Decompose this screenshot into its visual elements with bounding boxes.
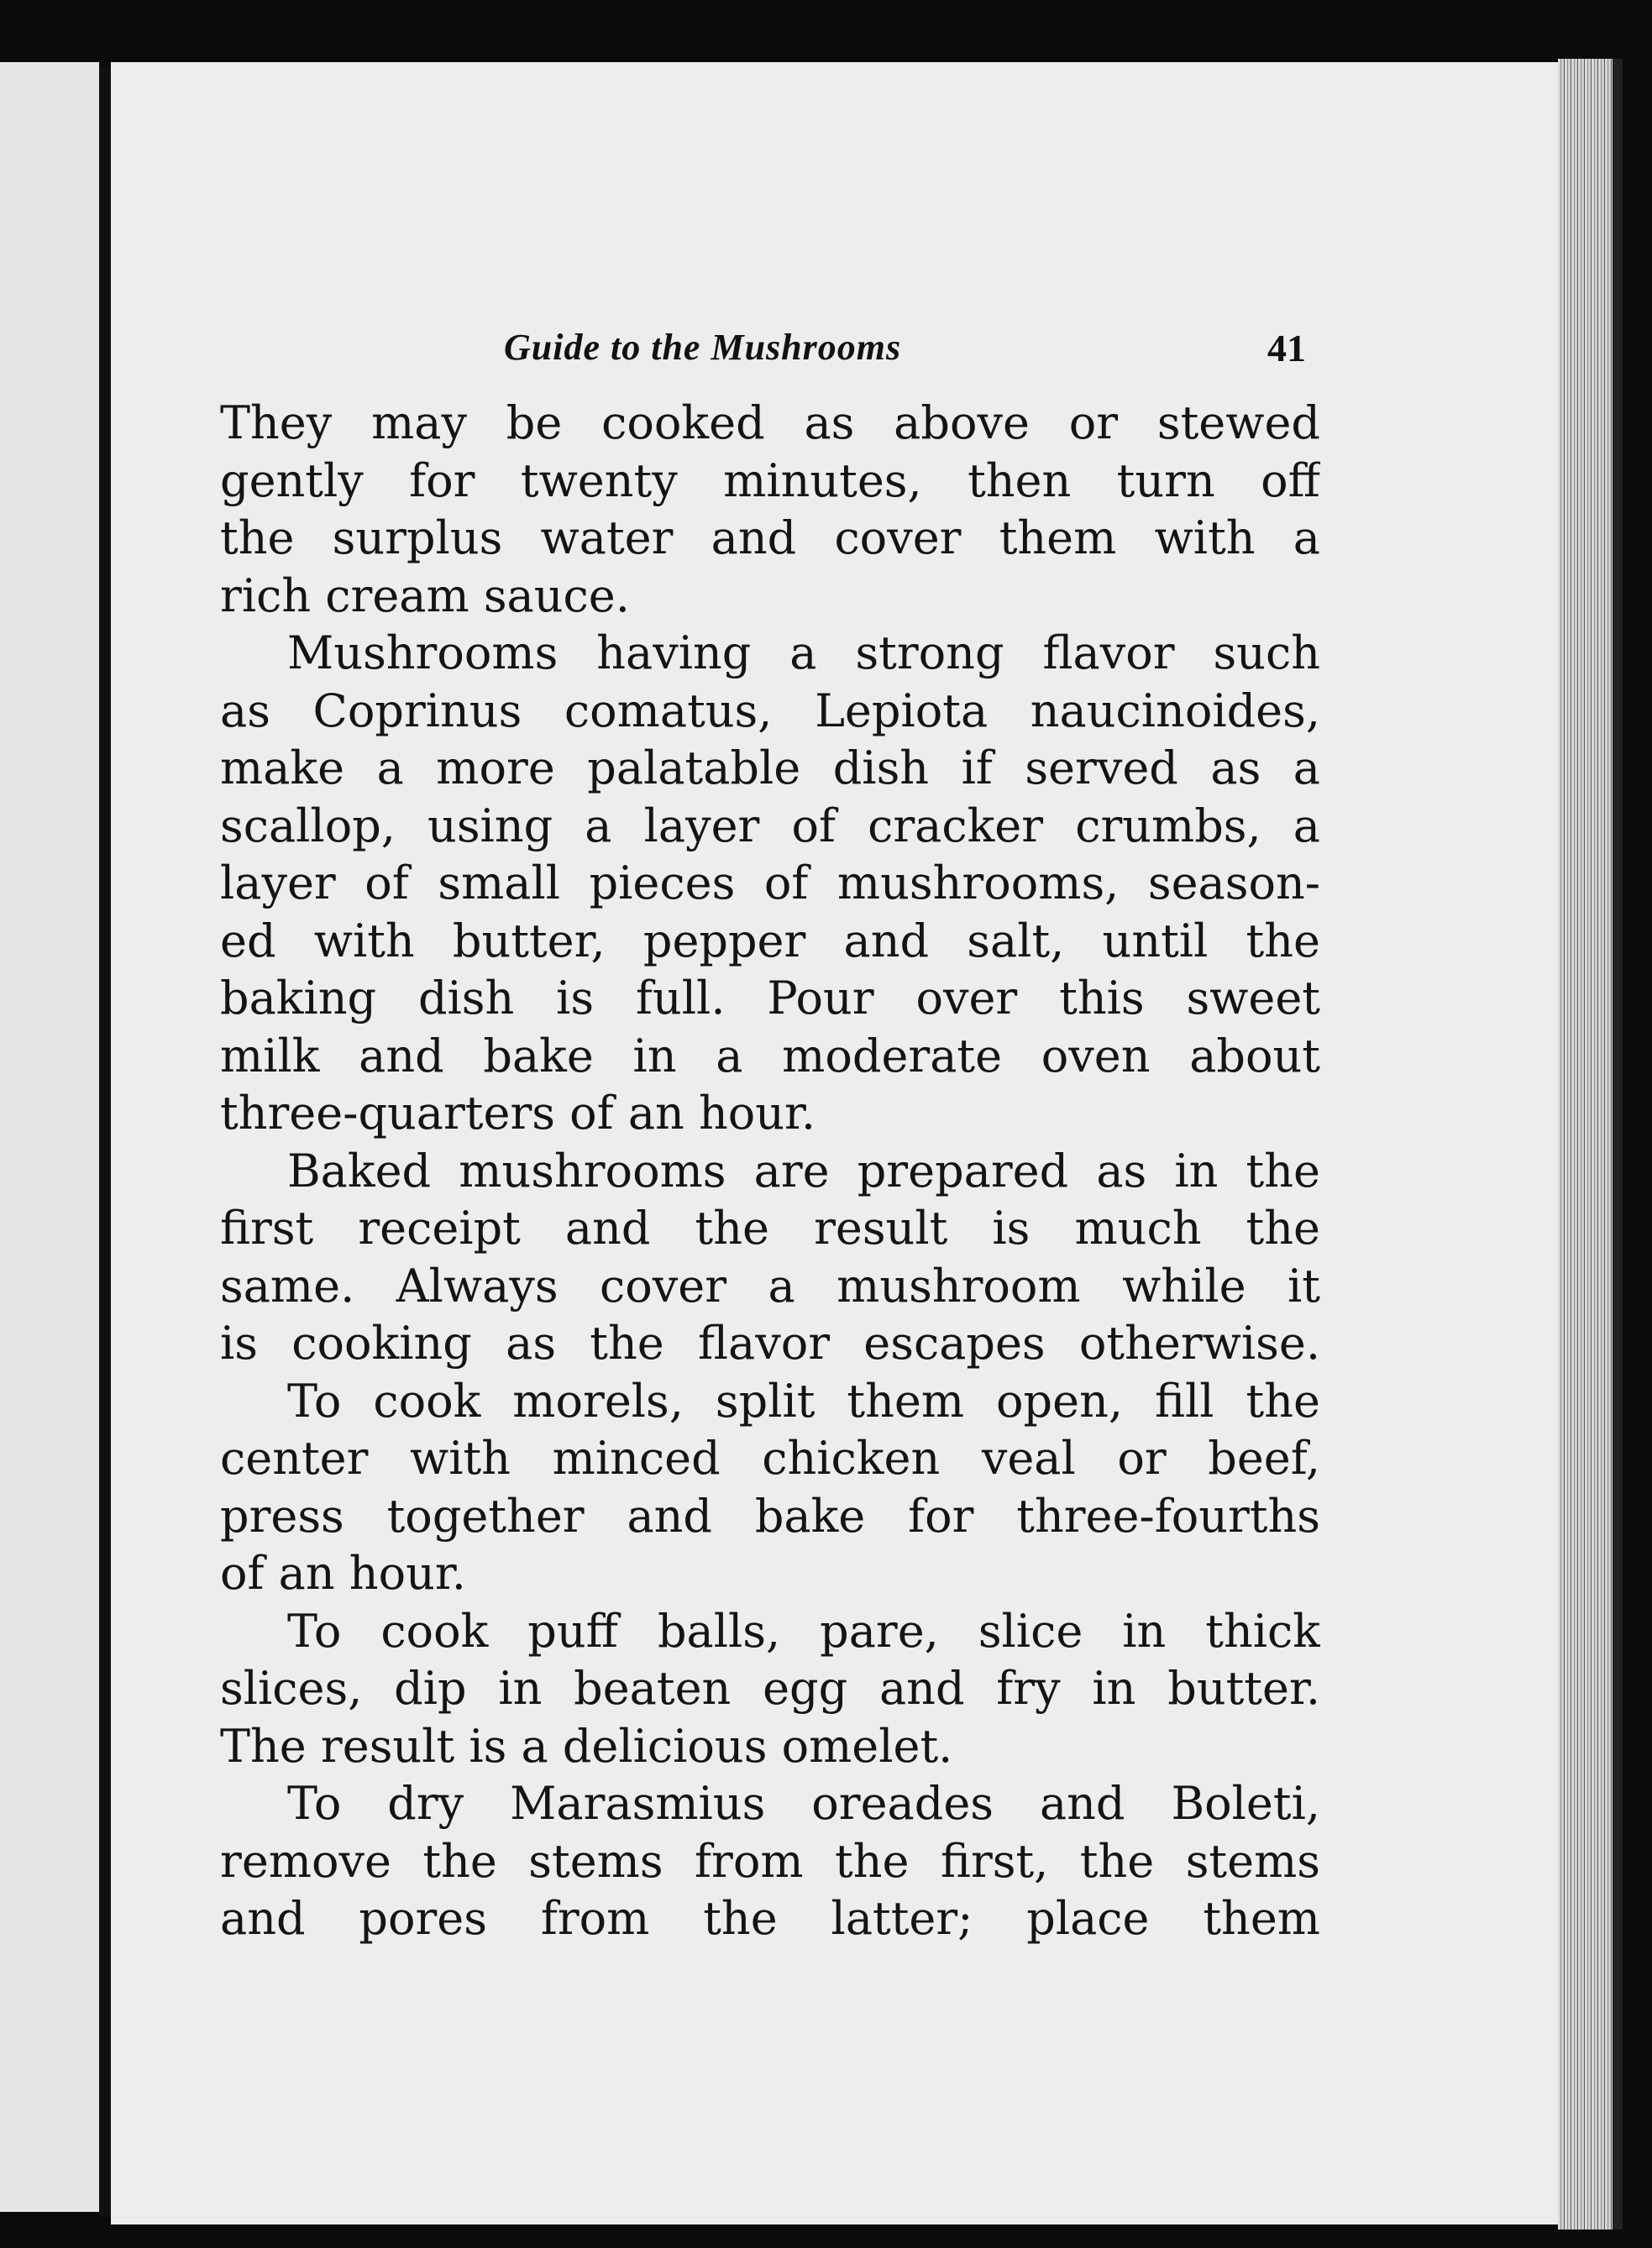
body-text xyxy=(220,395,1320,1948)
text-line: gently for twenty minutes, then turn off xyxy=(220,453,1320,507)
text-line: center with minced chicken veal or beef, xyxy=(220,1432,1320,1485)
text-line: three-quarters of an hour. xyxy=(220,1087,816,1140)
text-line: The result is a delicious omelet. xyxy=(220,1719,953,1773)
running-head: Guide to the Mushrooms xyxy=(504,327,902,368)
text-line: ed with butter, pepper and salt, until the xyxy=(220,914,1320,967)
text-line: baking dish is full. Pour over this sweet xyxy=(220,972,1320,1024)
text-line: is cooking as the flavor escapes otherwise. xyxy=(220,1317,1320,1370)
text-line: and pores from the latter; place them xyxy=(220,1892,1320,1945)
page-number: 41 xyxy=(1267,327,1306,369)
text-line: Mushrooms having a strong flavor such xyxy=(287,626,1320,679)
text-line: make a more palatable dish if served as a xyxy=(220,741,1320,794)
page-edge-shadow xyxy=(1613,59,1623,2230)
text-line: the surplus water and cover them with a xyxy=(220,511,1320,564)
facing-page-edge xyxy=(0,62,99,2212)
text-line: Baked mushrooms are prepared as in the xyxy=(287,1144,1320,1197)
text-line: same. Always cover a mushroom while it xyxy=(220,1259,1320,1313)
text-line: To dry Marasmius oreades and Boleti, xyxy=(287,1777,1320,1830)
text-line: press together and bake for three-fourths xyxy=(220,1489,1320,1543)
text-line: scallop, using a layer of cracker crumbs, a xyxy=(220,799,1320,852)
text-line: layer of small pieces of mushrooms, season- xyxy=(220,857,1320,909)
text-line: To cook morels, split them open, fill the xyxy=(287,1374,1320,1428)
text-line: milk and bake in a moderate oven about xyxy=(220,1029,1320,1082)
text-line: rich cream sauce. xyxy=(220,569,630,622)
text-line: remove the stems from the first, the stems xyxy=(220,1834,1320,1888)
text-line: They may be cooked as above or stewed xyxy=(220,396,1320,449)
text-line: slices, dip in beaten egg and fry in butter. xyxy=(220,1662,1320,1715)
text-line: first receipt and the result is much the xyxy=(220,1202,1320,1255)
text-line: To cook puff balls, pare, slice in thick xyxy=(287,1604,1320,1658)
page-header xyxy=(504,326,1306,376)
text-line: of an hour. xyxy=(220,1547,466,1600)
text-line: as Coprinus comatus, Lepiota naucinoides, xyxy=(220,684,1320,737)
page-edges xyxy=(1558,59,1617,2230)
